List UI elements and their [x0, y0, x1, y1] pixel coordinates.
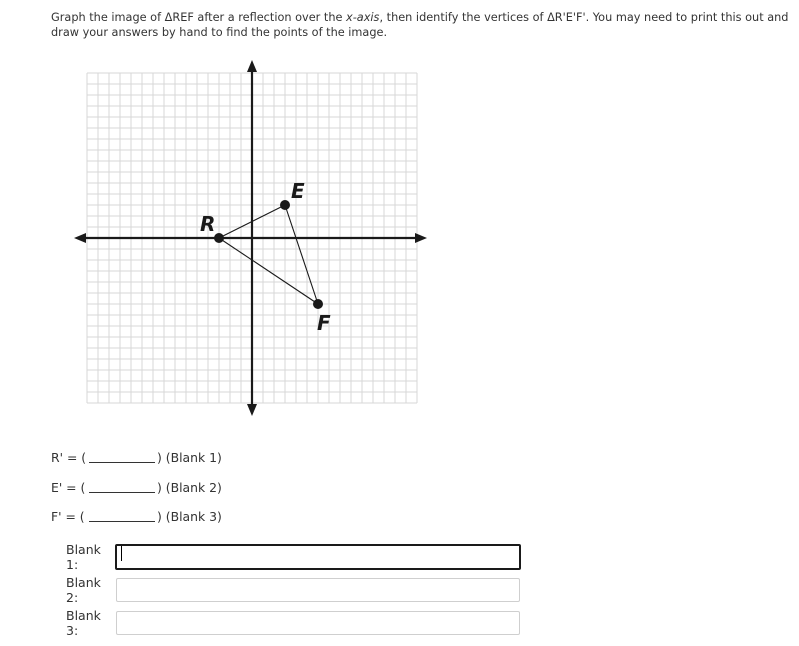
blank-label: R' = (: [51, 450, 87, 465]
y-axis-arrow-up: [247, 60, 257, 72]
point-label-r: R: [200, 212, 216, 236]
blank-underline: [89, 509, 155, 522]
input-label: Blank 2:: [66, 574, 101, 605]
blank-suffix: ) (Blank 3): [157, 509, 222, 524]
blank-1-input[interactable]: [115, 544, 521, 570]
segment-ef: [285, 205, 318, 304]
answer-inputs: [66, 540, 521, 639]
text-caret: [121, 546, 122, 561]
input-label: Blank 3:: [66, 607, 101, 638]
input-row-1: [66, 540, 521, 573]
blank-2-input[interactable]: [116, 578, 520, 602]
answer-blanks: [51, 450, 222, 539]
point-label-f: F: [317, 311, 331, 335]
blank-suffix: ) (Blank 2): [157, 479, 222, 495]
point-label-e: E: [291, 179, 305, 203]
blank-label: F' = (: [51, 509, 85, 524]
coordinate-graph: [72, 60, 434, 422]
blank-underline: [89, 480, 155, 493]
y-axis-arrow-down: [247, 404, 257, 416]
axes: [74, 60, 427, 416]
blank-suffix: ) (Blank 1): [157, 450, 222, 465]
prompt-axis-word: x-axis: [346, 11, 380, 24]
x-axis-arrow-right: [415, 233, 427, 243]
prompt-text-2: , then identify the vertices of ΔR'E'F'. You may need to print this out and draw your answers by hand to find the points of the image.: [51, 11, 789, 39]
point-e: [280, 200, 290, 210]
input-row-2: [66, 573, 521, 606]
question-prompt: [51, 10, 791, 40]
point-r: [214, 233, 224, 243]
blank-underline: [89, 450, 155, 463]
blank-row-3: [51, 509, 222, 539]
blank-row-2: [51, 480, 222, 510]
input-row-3: [66, 606, 521, 639]
input-label: Blank 1:: [66, 541, 101, 572]
blank-label: E' = (: [51, 479, 86, 495]
point-f: [313, 299, 323, 309]
blank-row-1: [51, 450, 222, 480]
x-axis-arrow-left: [74, 233, 86, 243]
prompt-text-1: Graph the image of ΔREF after a reflection over the: [51, 11, 347, 24]
blank-3-input[interactable]: [116, 611, 520, 635]
